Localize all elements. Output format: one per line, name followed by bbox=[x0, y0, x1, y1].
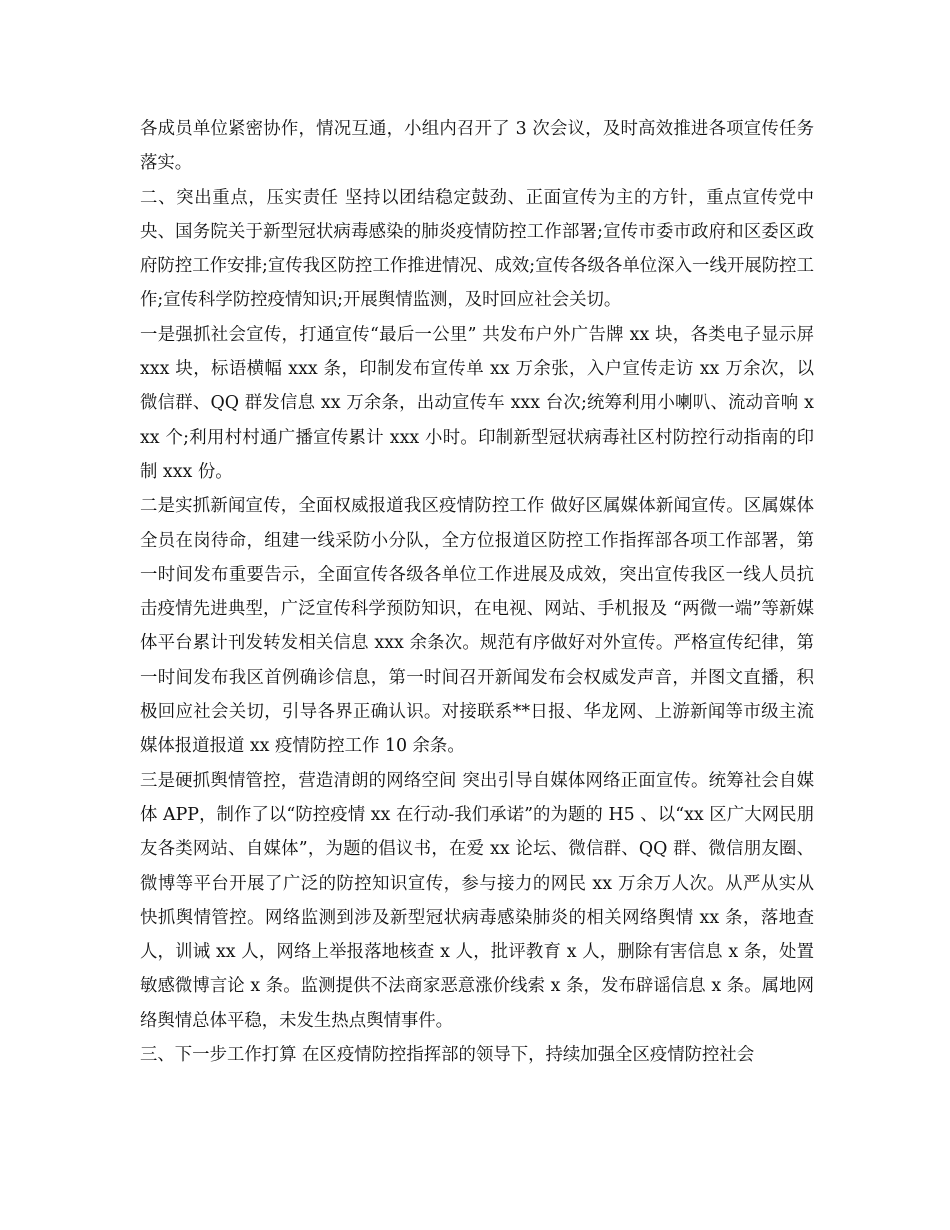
paragraph-section-two-heading: 二、突出重点，压实责任 坚持以团结稳定鼓劲、正面宣传为主的方针，重点宣传党中央、国务院关于新型冠状病毒感染的肺炎疫情防控工作部署;宣传市委市政府和区委区政府防控工作安排;宣传我区防控工作推进情况、成效;宣传各级各单位深入一线开展防控工作;宣传科学防控疫情知识;开展舆情监测，及时回应社会关切。 bbox=[140, 187, 814, 311]
paragraph-coordination: 各成员单位紧密协作，情况互通，小组内召开了 3 次会议，及时高效推进各项宣传任务落实。 bbox=[140, 119, 814, 174]
paragraph-public-opinion: 三是硬抓舆情管控，营造清朗的网络空间 突出引导自媒体网络正面宣传。统筹社会自媒体 APP，制作了以“防控疫情 xx 在行动-我们承诺”的为题的 H5 、以“xx 区广大网民朋友各类网站、自媒体”，为题的倡议书，在爱 xx 论坛、微信群、QQ 群、微信朋友圈、微博等平台开展了广泛的防控知识宣传，参与接力的网民 xx 万余万人次。从严从实从快抓舆情管控。网络监测到涉及新型冠状病毒感染肺炎的相关网络舆情 xx 条，落地查人，训诫 xx 人，网络上举报落地核查 x 人，批评教育 x 人，删除有害信息 x 条，处置敏感微博言论 x 条。监测提供不法商家恶意涨价线索 x 条，发布辟谣信息 x 条。属地网络舆情总体平稳，未发生热点舆情事件。 bbox=[140, 770, 814, 1031]
paragraph-news-publicity: 二是实抓新闻宣传，全面权威报道我区疫情防控工作 做好区属媒体新闻宣传。区属媒体全员在岗待命，组建一线采防小分队，全方位报道区防控工作指挥部各项工作部署，第一时间发布重要告示，全面宣传各级各单位工作进展及成效，突出宣传我区一线人员抗击疫情先进典型，广泛宣传科学预防知识，在电视、网站、手机报及 “两微一端”等新媒体平台累计刊发转发相关信息 xxx 余条次。规范有序做好对外宣传。严格宣传纪律，第一时间发布我区首例确诊信息，第一时间召开新闻发布会权威发声音，并图文直播，积极回应社会关切，引导各界正确认识。对接联系**日报、华龙网、上游新闻等市级主流媒体报道报道 xx 疫情防控工作 10 余条。 bbox=[140, 496, 814, 757]
paragraph-social-publicity: 一是强抓社会宣传，打通宣传“最后一公里” 共发布户外广告牌 xx 块，各类电子显示屏 xxx 块，标语横幅 xxx 条，印制发布宣传单 xx 万余张，入户宣传走访 xx 万余次，以微信群、QQ 群发信息 xx 万余条，出动宣传车 xxx 台次;统筹利用小喇叭、流动音响 xxx 个;利用村村通广播宣传累计 xxx 小时。印制新型冠状病毒社区村防控行动指南的印制 xxx 份。 bbox=[140, 324, 814, 482]
document-body bbox=[140, 112, 814, 1072]
paragraph-section-three-heading: 三、下一步工作打算 在区疫情防控指挥部的领导下，持续加强全区疫情防控社会 bbox=[140, 1045, 755, 1066]
